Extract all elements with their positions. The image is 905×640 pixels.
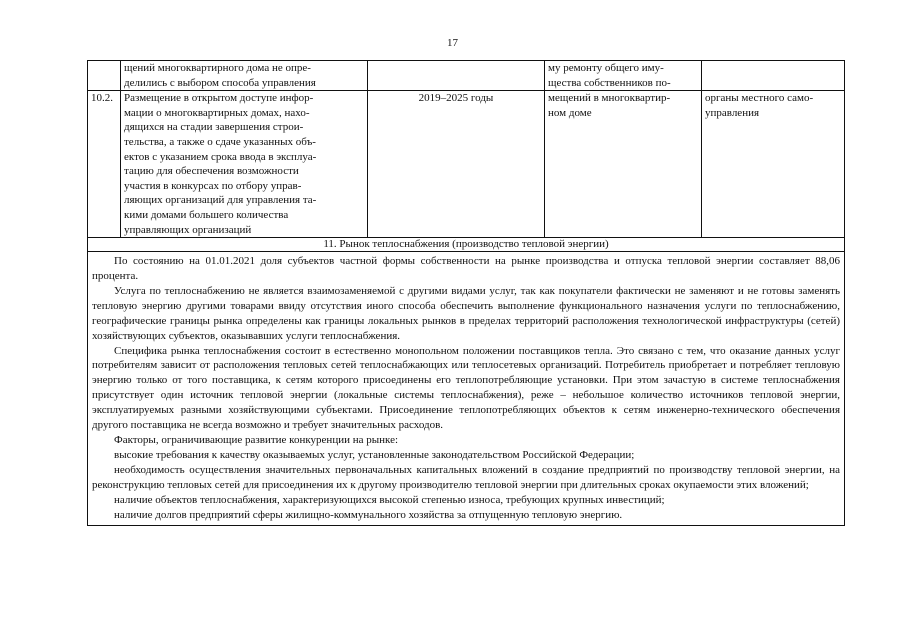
measure-name-line: ектов с указанием срока ввода в эксплуа-	[124, 150, 317, 163]
responsible-cell	[702, 91, 845, 238]
result-cell-line: щества собственников по-	[548, 76, 671, 89]
section-text	[88, 252, 845, 526]
measure-name-line: кими домами большего количества	[124, 208, 289, 221]
responsible-cell-line	[705, 61, 841, 76]
paragraph: Специфика рынка теплоснабжения состоит в естественно монопольном положении поставщиков тепла. Это связано с тем, что оказание данных услуг потребителям зависит от расположения тепловых сетей теплоснабжающих или теплосетевых организаций. Потребитель приобретает и потребляет тепловую энергию только от того поставщика, к сетям которого присоединены его теплопотребляющие установки. При этом зачастую в системе теплоснабжения присутствует один источник тепловой энергии (локальные системы теплоснабжения), реже – небольшое количество источников тепловой энергии, эксплуатируемых разными хозяйствующими субъектами. Присоединение теплопотребляющих объектов к сетям инженерно-технического обеспечения другого поставщика не всегда возможно и требует значительных расходов.	[92, 344, 840, 432]
responsible-cell	[702, 61, 845, 91]
period-cell: 2019–2025 годы	[368, 91, 545, 238]
measure-name-line: делились с выбором способа управления	[124, 76, 316, 89]
period-cell	[368, 61, 545, 91]
section-text-row	[88, 252, 845, 526]
measure-name-line: щений многоквартирного дома не опре-	[124, 62, 311, 74]
page-number: 17	[447, 37, 458, 49]
measure-name-line: Размещение в открытом доступе инфор-	[124, 92, 314, 105]
result-cell-line: мещений в многоквартир-	[548, 92, 671, 105]
measure-name	[121, 91, 368, 238]
paragraph: необходимость осуществления значительных первоначальных капитальных вложений в создание предприятий по производству тепловой энергии, на реконструкцию тепловых сетей для присоединения их к другому производителю тепловой энергии при длительных сроках окупаемости этих вложений;	[92, 463, 840, 491]
paragraph: Услуга по теплоснабжению не является взаимозаменяемой с другими видами услуг, так как покупатели фактически не заменяют и не готовы заменять тепловую энергию другими товарами ввиду отсутствия иного способа обеспечить выполнение функционального назначения услуги по теплоснабжению, географические границы рынка определены как границы локальных рынков в пределах территорий расположения технологической инфраструктуры (сетей) хозяйствующих субъектов, оказывавших услуги теплоснабжения.	[92, 284, 840, 342]
row-number: 10.2.	[88, 91, 121, 238]
paragraph: высокие требования к качеству оказываемых услуг, установленные законодательством Российской Федерации;	[114, 448, 635, 461]
measure-name-line: тацию для обеспечения возможности	[124, 165, 299, 178]
paragraph: наличие долгов предприятий сферы жилищно-коммунального хозяйства за отпущенную тепловую энергию.	[114, 508, 623, 521]
section-header-row	[88, 238, 845, 252]
paragraph: Факторы, ограничивающие развитие конкуренции на рынке:	[114, 434, 399, 446]
measure-name-line: ляющих организаций для управления та-	[124, 194, 317, 207]
table-row	[88, 61, 845, 91]
measures-table	[87, 60, 845, 526]
result-cell	[545, 91, 702, 238]
result-cell-line: му ремонту общего иму-	[548, 62, 664, 74]
measure-name-line: мации о многоквартирных домах, нахо-	[124, 106, 310, 119]
table-row	[88, 91, 845, 238]
measure-name-line: дящихся на стадии завершения строи-	[124, 121, 304, 134]
measure-name-line: управляющих организаций	[124, 223, 252, 236]
result-cell-line: ном доме	[548, 106, 592, 119]
measure-name-line: участия в конкурсах по отбору управ-	[124, 179, 302, 192]
paragraph: наличие объектов теплоснабжения, характеризующихся высокой степенью износа, требующих крупных инвестиций;	[114, 493, 665, 506]
responsible-cell-line: управления	[705, 106, 760, 119]
measure-name-line: тельства, а также о сдаче указанных объ-	[124, 135, 316, 148]
responsible-cell-line: органы местного само-	[705, 92, 814, 105]
section-title: 11. Рынок теплоснабжения (производство тепловой энергии)	[88, 238, 845, 252]
document-body	[87, 60, 844, 526]
row-number	[88, 61, 121, 91]
paragraph: По состоянию на 01.01.2021 доля субъектов частной формы собственности на рынке производства и отпуска тепловой энергии составляет 88,06 процента.	[92, 255, 840, 283]
measure-name	[121, 61, 368, 91]
result-cell	[545, 61, 702, 91]
